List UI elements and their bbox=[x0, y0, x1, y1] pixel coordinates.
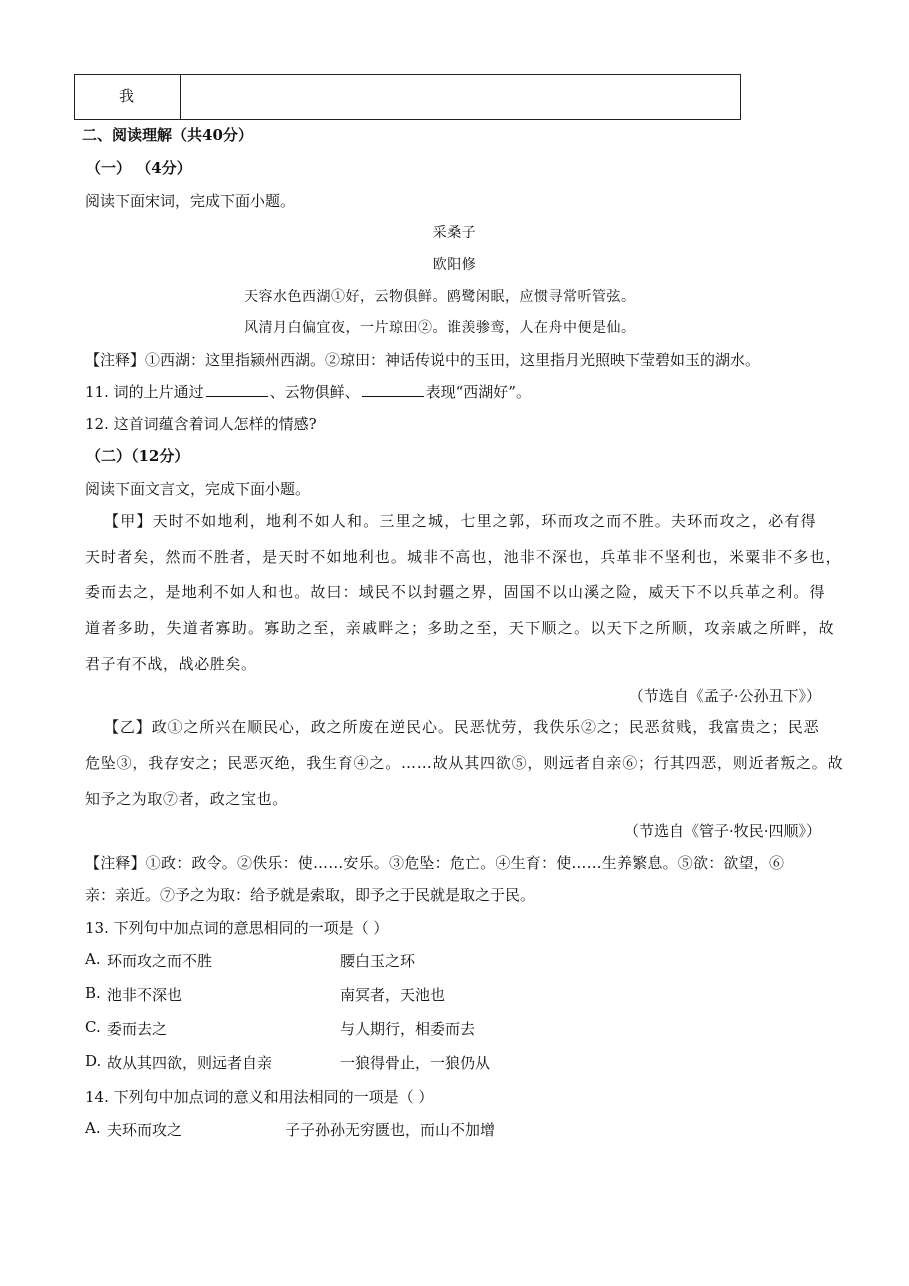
answer-table bbox=[74, 74, 741, 120]
part2-instruction: 阅读下面文言文，完成下面小题。 bbox=[85, 480, 311, 498]
yi-line: 【乙】政①之所兴在顺民心，政之所废在逆民心。民恶忧劳，我佚乐②之；民恶贫贱，我富贵之；民恶 bbox=[104, 718, 820, 736]
q11-part-b: 、云物俱鲜、 bbox=[269, 383, 360, 401]
jia-line: 【甲】天时不如地利，地利不如人和。三里之城，七里之郭，环而攻之而不胜。夫环而攻之，必有得 bbox=[104, 512, 817, 530]
option-left-text: 委而去之 bbox=[107, 1020, 168, 1038]
jia-line: 君子有不战，战必胜矣。 bbox=[85, 655, 257, 673]
q13-option-a[interactable] bbox=[85, 950, 416, 970]
yi-line: 危坠③，我存安之；民恶灭绝，我生育④之。……故从其四欲⑤，则远者自亲⑥；行其四恶，则近者叛之。故 bbox=[85, 754, 844, 772]
option-right-text: 子子孙孙无穷匮也，而山不加增 bbox=[285, 1121, 496, 1139]
part1-heading: （一） （4分） bbox=[86, 159, 192, 177]
option-letter: C. bbox=[85, 1018, 101, 1036]
table-cell-label: 我 bbox=[119, 87, 135, 105]
question-12: 12. 这首词蕴含着词人怎样的情感? bbox=[85, 415, 317, 433]
jia-source: （节选自《孟子·公孙丑下》） bbox=[628, 687, 821, 705]
poem-note: 【注释】①西湖：这里指颍州西湖。②琼田：神话传说中的玉田，这里指月光照映下莹碧如玉的湖水。 bbox=[85, 351, 761, 369]
q11-blank-1[interactable] bbox=[206, 382, 268, 397]
yi-line: 知予之为取⑦者，政之宝也。 bbox=[85, 790, 288, 808]
part1-instruction: 阅读下面宋词，完成下面小题。 bbox=[85, 192, 296, 210]
q11-part-a: 11. 词的上片通过 bbox=[85, 383, 204, 401]
option-left-text: 环而攻之而不胜 bbox=[107, 952, 213, 970]
note-line-2: 亲：亲近。⑦予之为取：给予就是索取，即予之于民就是取之于民。 bbox=[85, 886, 536, 904]
option-letter: A. bbox=[85, 1119, 101, 1137]
option-right-text: 一狼得骨止，一狼仍从 bbox=[340, 1054, 491, 1072]
q11-part-c: 表现“西湖好”。 bbox=[425, 383, 531, 401]
poem-title: 采桑子 bbox=[432, 225, 477, 241]
jia-line: 道者多助，失道者寡助。寡助之至，亲戚畔之；多助之至，天下顺之。以天下之所顺，攻亲戚之所畔，故 bbox=[85, 619, 835, 637]
q13-option-c[interactable] bbox=[85, 1018, 476, 1038]
poem-author: 欧阳修 bbox=[432, 257, 477, 273]
question-14: 14. 下列句中加点词的意义和用法相同的一项是（ ） bbox=[85, 1088, 434, 1106]
poem-line-2: 风清月白偏宜夜，一片琼田②。谁羡骖鸾，人在舟中便是仙。 bbox=[244, 320, 636, 336]
option-left-text: 故从其四欲，则远者自亲 bbox=[107, 1054, 273, 1072]
section-heading: 二、阅读理解（共40分） bbox=[82, 126, 253, 144]
option-right-text: 腰白玉之环 bbox=[340, 952, 416, 970]
question-11 bbox=[85, 381, 531, 402]
q11-blank-2[interactable] bbox=[362, 382, 424, 397]
option-right-text: 南冥者，天池也 bbox=[340, 986, 446, 1004]
question-13: 13. 下列句中加点词的意思相同的一项是（ ） bbox=[85, 919, 389, 937]
q14-option-a[interactable] bbox=[85, 1119, 496, 1139]
option-letter: B. bbox=[85, 984, 101, 1002]
note-line-1: 【注释】①政：政令。②佚乐：使……安乐。③危坠：危亡。④生育：使……生养繁息。⑤欲：欲望，⑥ bbox=[85, 854, 785, 872]
yi-source: （节选自《管子·牧民·四顺》） bbox=[623, 822, 821, 840]
option-letter: A. bbox=[85, 950, 101, 968]
option-right-text: 与人期行，相委而去 bbox=[340, 1020, 476, 1038]
option-left-text: 夫环而攻之 bbox=[107, 1121, 183, 1139]
q13-option-b[interactable] bbox=[85, 984, 446, 1004]
poem-line-1: 天容水色西湖①好，云物俱鲜。鸥鹭闲眠，应惯寻常听管弦。 bbox=[244, 289, 636, 305]
option-left-text: 池非不深也 bbox=[107, 986, 183, 1004]
jia-line: 委而去之，是地利不如人和也。故曰：域民不以封疆之界，固国不以山溪之险，威天下不以兵革之利。得 bbox=[85, 583, 826, 601]
q13-option-d[interactable] bbox=[85, 1052, 491, 1072]
jia-line: 天时者矣，然而不胜者，是天时不如地利也。城非不高也，池非不深也，兵革非不坚利也，米粟非不多也， bbox=[85, 548, 842, 566]
table-divider bbox=[180, 75, 181, 119]
part2-heading: （二）（12分） bbox=[86, 447, 190, 465]
option-letter: D. bbox=[85, 1052, 102, 1070]
